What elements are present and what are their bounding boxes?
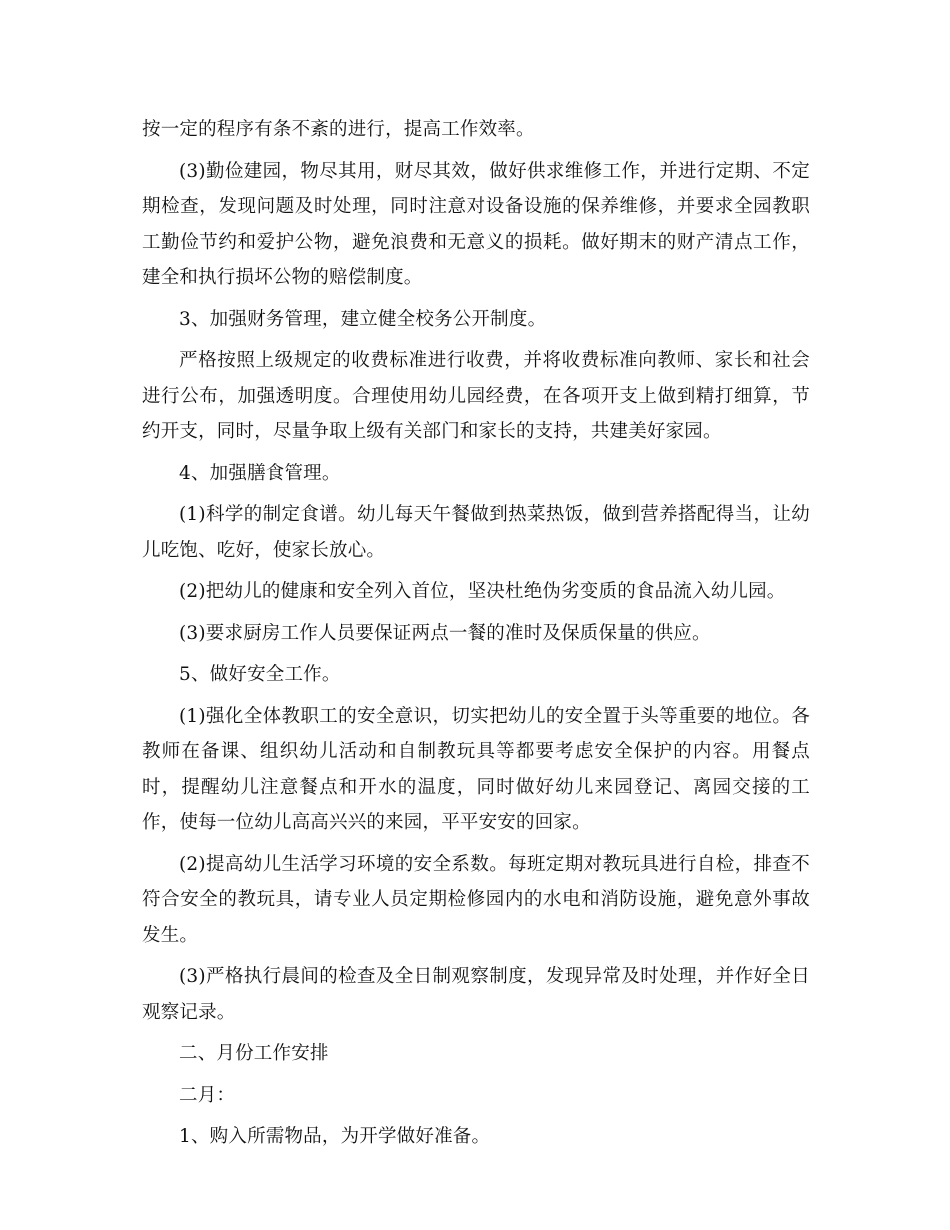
- paragraph-safety-item-2: (2)提高幼儿生活学习环境的安全系数。每班定期对教玩具进行自检，排查不符合安全的教玩具，请专业人员定期检修园内的水电和消防设施，避免意外事故发生。: [142, 853, 810, 946]
- section-heading-safety: 5、做好安全工作。: [179, 664, 341, 685]
- paragraph-finance-body: 严格按照上级规定的收费标准进行收费，并将收费标准向教师、家长和社会进行公布，加强透明度。合理使用幼儿园经费，在各项开支上做到精打细算，节约开支，同时，尽量争取上级有关部门和家长的支持，共建美好家园。: [142, 350, 810, 442]
- paragraph-continuation: 按一定的程序有条不紊的进行，提高工作效率。: [142, 119, 535, 140]
- paragraph-item-3-thrift: (3)勤俭建园，物尽其用，财尽其效，做好供求维修工作，并进行定期、不定期检查，发现问题及时处理，同时注意对设备设施的保养维修，并要求全园教职工勤俭节约和爱护公物，避免浪费和无意义的损耗。做好期末的财产清点工作，建全和执行损坏公物的赔偿制度。: [142, 160, 810, 288]
- paragraph-meals-item-1: (1)科学的制定食谱。幼儿每天午餐做到热菜热饭，做到营养搭配得当，让幼儿吃饱、吃好，使家长放心。: [142, 504, 810, 561]
- paragraph-february-item-1: 1、购入所需物品，为开学做好准备。: [179, 1126, 491, 1147]
- paragraph-meals-item-3: (3)要求厨房工作人员要保证两点一餐的准时及保质保量的供应。: [179, 622, 711, 644]
- month-heading-february: 二月：: [179, 1084, 236, 1106]
- section-heading-monthly-plan: 二、月份工作安排: [179, 1043, 329, 1064]
- document-body: [142, 112, 810, 1161]
- paragraph-safety-item-1: (1)强化全体教职工的安全意识，切实把幼儿的安全置于头等重要的地位。各教师在备课、组织幼儿活动和自制教玩具等都要考虑安全保护的内容。用餐点时，提醒幼儿注意餐点和开水的温度，同时做好幼儿来园登记、离园交接的工作，使每一位幼儿高高兴兴的来园，平平安安的回家。: [142, 705, 810, 833]
- section-heading-meals: 4、加强膳食管理。: [179, 462, 341, 484]
- paragraph-meals-item-2: (2)把幼儿的健康和安全列入首位，坚决杜绝伪劣变质的食品流入幼儿园。: [179, 581, 786, 602]
- section-heading-finance: 3、加强财务管理，建立健全校务公开制度。: [179, 308, 547, 330]
- paragraph-safety-item-3: (3)严格执行晨间的检查及全日制观察制度，发现异常及时处理，并作好全日观察记录。: [142, 966, 810, 1023]
